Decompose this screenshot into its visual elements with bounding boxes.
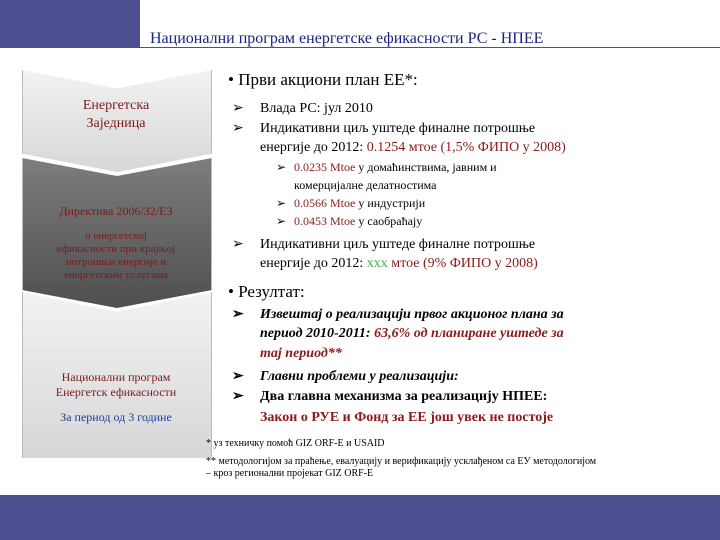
footnote-2: ** методологијом за праћење, евалуацију и верификацију усклађеном са ЕУ методологијом xyxy=(206,456,597,467)
item-text: енергије до 2012: xyxy=(260,140,364,155)
sub-value: 0.0566 Мtoe xyxy=(294,196,356,210)
energy-community-line2: Заједница xyxy=(86,116,146,131)
national-program-title-line2: Енергетск ефикасности xyxy=(55,385,177,399)
arrow-right-icon: ➢ xyxy=(232,369,244,384)
placeholder-value: xxx xyxy=(366,256,388,271)
arrow-right-icon: ➢ xyxy=(232,237,244,252)
list-item xyxy=(232,120,535,137)
list-item-continuation: тај период** xyxy=(260,346,342,361)
sub-text: у домаћинствима, јавним и xyxy=(358,160,497,174)
list-item xyxy=(232,100,373,117)
footnote-1: * уз техничку помоћ GIZ ORF-E и USAID xyxy=(206,438,385,449)
list-item xyxy=(232,368,459,385)
sub-value: 0.0453 Мtoe xyxy=(294,214,356,228)
national-program-title xyxy=(22,370,210,400)
national-program-period: За период од 3 године xyxy=(60,410,172,424)
arrow-right-icon: ➢ xyxy=(232,101,244,116)
list-item-continuation xyxy=(260,140,566,156)
sub-list-item xyxy=(276,214,422,229)
list-item xyxy=(232,388,547,405)
target-value: мтое (9% ФИПО у 2008) xyxy=(391,256,538,271)
list-item xyxy=(232,306,564,323)
section2-heading: • Резултат: xyxy=(228,282,305,301)
directive-body-line: ефикасности при крајњој xyxy=(56,243,176,255)
header-accent-block xyxy=(0,0,140,48)
arrow-right-icon: ➢ xyxy=(232,389,244,404)
energy-community-line1: Енергетска xyxy=(82,98,150,113)
directive-body-line: о енергетској xyxy=(85,230,147,242)
arrow-right-icon: ➢ xyxy=(232,121,244,136)
footnote-2-continuation: – кроз регионални пројекат GIZ ORF-E xyxy=(206,468,374,479)
sub-text: у саобраћају xyxy=(358,214,423,228)
list-item xyxy=(232,236,535,253)
item-text: Главни проблеми у реализацији: xyxy=(260,369,459,384)
item-text: Извештај о реализацији првог акционог плана за xyxy=(260,307,564,322)
page-title: Национални програм енергетске ефикасности РС - НПЕЕ xyxy=(150,30,544,47)
sub-text: у индустрији xyxy=(358,196,426,210)
sub-text: комерцијалне делатностима xyxy=(294,178,437,192)
sub-list-item-continuation xyxy=(294,178,437,193)
sub-list-item xyxy=(276,196,425,211)
item-text: период 2010-2011: xyxy=(260,326,371,341)
section1-heading: • Први акциони план ЕЕ*: xyxy=(228,70,418,89)
directive-body-line: потрошњи енергије и xyxy=(65,256,167,268)
item-text: Индикативни циљ уштеде финалне потрошње xyxy=(260,121,536,136)
arrow-right-icon: ➢ xyxy=(276,196,287,210)
directive-title: Директива 2006/32/ЕЗ xyxy=(59,204,173,218)
item-text: Влада РС: јул 2010 xyxy=(260,101,373,116)
sub-list-item xyxy=(276,160,497,175)
list-item-continuation: Закон о РУЕ и Фонд за ЕЕ још увек не постоје xyxy=(260,410,554,425)
arrow-right-icon: ➢ xyxy=(232,307,244,322)
item-text: Два главна механизма за реализацију НПЕЕ: xyxy=(260,389,548,404)
energy-community-label xyxy=(22,97,210,133)
item-text: енергије до 2012: xyxy=(260,256,364,271)
item-text: Индикативни циљ уштеде финалне потрошње xyxy=(260,237,536,252)
arrow-right-icon: ➢ xyxy=(276,214,287,228)
directive-body-line: енергетским услугама xyxy=(64,269,168,281)
footer-band xyxy=(0,495,720,540)
result-value: 63,6% од планиране уштеде за xyxy=(374,326,564,341)
directive-body xyxy=(22,230,210,282)
national-program-title-line1: Национални програм xyxy=(61,370,171,384)
target-value: 0.1254 мтое (1,5% ФИПО у 2008) xyxy=(366,140,566,155)
list-item-continuation xyxy=(260,256,538,272)
sub-value: 0.0235 Мtoe xyxy=(294,160,356,174)
arrow-right-icon: ➢ xyxy=(276,160,287,174)
list-item-continuation xyxy=(260,326,564,342)
